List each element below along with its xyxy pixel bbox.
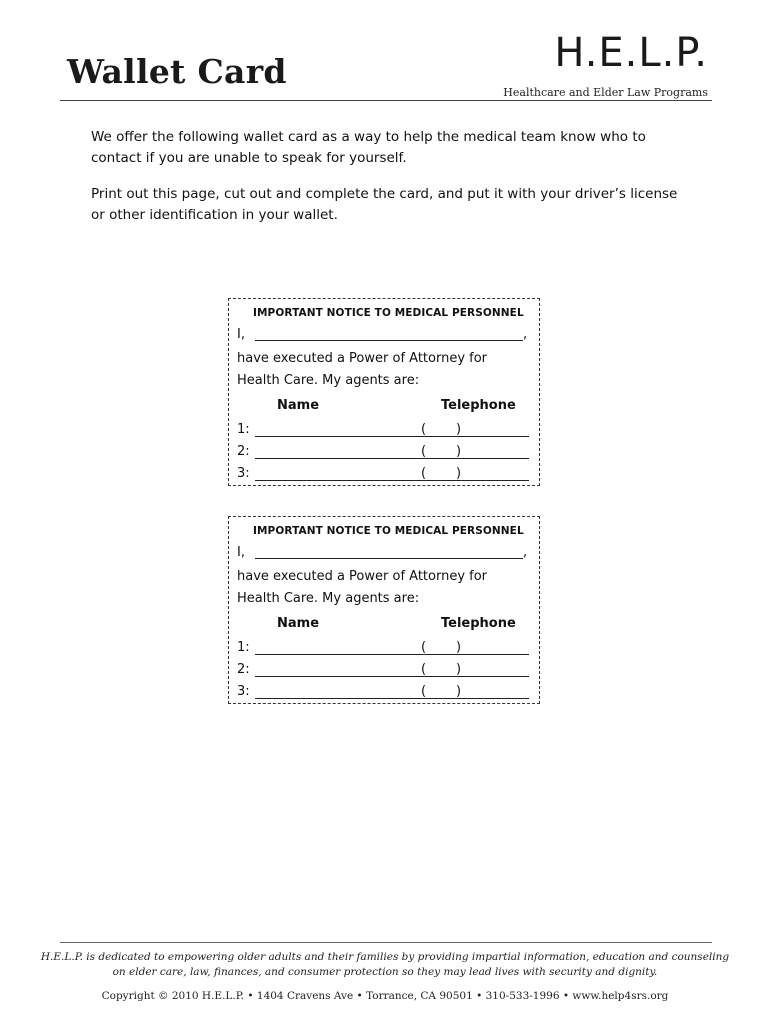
agent-name-blank[interactable] — [255, 436, 421, 437]
agent-name-blank[interactable] — [255, 480, 421, 481]
comma: , — [523, 545, 528, 560]
agent-name-blank[interactable] — [255, 654, 421, 655]
paren-close: ) — [456, 662, 462, 677]
card-declarant-line — [237, 545, 527, 561]
brand-logo: H.E.L.P. — [554, 30, 708, 76]
paren-close: ) — [456, 422, 462, 437]
telephone-column-header: Telephone — [441, 616, 516, 631]
wallet-card-1 — [228, 298, 540, 486]
agent-row-number: 3: — [237, 684, 250, 699]
paren-close: ) — [456, 684, 462, 699]
paren-close: ) — [456, 640, 462, 655]
paren-open: ( — [421, 662, 427, 677]
agent-row-number: 1: — [237, 640, 250, 655]
name-column-header: Name — [277, 616, 320, 631]
footer-copyright: Copyright © 2010 H.E.L.P. • 1404 Cravens Ave • Torrance, CA 90501 • 310-533-1996 • www.help4srs.org — [101, 990, 669, 1002]
card-statement: have executed a Power of Attorney for Health Care. My agents are: — [237, 351, 488, 388]
paren-close: ) — [456, 466, 462, 481]
wallet-card-2 — [228, 516, 540, 704]
paren-open: ( — [421, 466, 427, 481]
agent-row — [237, 466, 529, 484]
header-divider — [60, 100, 712, 101]
intro-paragraph-2: Print out this page, cut out and complete the card, and put it with your driver’s license or other identification in your wallet. — [91, 186, 678, 223]
declarant-name-blank[interactable] — [255, 558, 523, 559]
agent-row — [237, 640, 529, 658]
agent-row-number: 2: — [237, 662, 250, 677]
card-declarant-line — [237, 327, 527, 343]
declarant-label: I, — [237, 545, 245, 560]
agent-name-blank[interactable] — [255, 698, 421, 699]
paren-open: ( — [421, 684, 427, 699]
paren-close: ) — [456, 444, 462, 459]
agent-row-number: 3: — [237, 466, 250, 481]
agent-phone-blank[interactable] — [421, 698, 529, 699]
agent-phone-blank[interactable] — [421, 458, 529, 459]
card-heading: IMPORTANT NOTICE TO MEDICAL PERSONNEL — [253, 307, 524, 319]
brand-subtitle: Healthcare and Elder Law Programs — [503, 86, 708, 99]
agent-row — [237, 444, 529, 462]
agent-phone-blank[interactable] — [421, 480, 529, 481]
agent-phone-blank[interactable] — [421, 676, 529, 677]
card-statement: have executed a Power of Attorney for Health Care. My agents are: — [237, 569, 488, 606]
footer-mission-statement: H.E.L.P. is dedicated to empowering older adults and their families by providing impartial information, education and counseling on elder care, law, finances, and consumer protection so they may lead lives with security and dignity. — [40, 951, 730, 978]
agent-name-blank[interactable] — [255, 458, 421, 459]
footer-divider — [60, 942, 712, 943]
card-heading: IMPORTANT NOTICE TO MEDICAL PERSONNEL — [253, 525, 524, 537]
agent-name-blank[interactable] — [255, 676, 421, 677]
declarant-label: I, — [237, 327, 245, 342]
agent-row-number: 2: — [237, 444, 250, 459]
agent-phone-blank[interactable] — [421, 436, 529, 437]
paren-open: ( — [421, 444, 427, 459]
agent-row-number: 1: — [237, 422, 250, 437]
agent-row — [237, 684, 529, 702]
agent-phone-blank[interactable] — [421, 654, 529, 655]
paren-open: ( — [421, 640, 427, 655]
name-column-header: Name — [277, 398, 320, 413]
declarant-name-blank[interactable] — [255, 340, 523, 341]
paren-open: ( — [421, 422, 427, 437]
agent-row — [237, 422, 529, 440]
page-title: Wallet Card — [67, 52, 287, 91]
intro-paragraph-1: We offer the following wallet card as a way to help the medical team know who to contact if you are unable to speak for yourself. — [91, 129, 646, 166]
comma: , — [523, 327, 528, 342]
telephone-column-header: Telephone — [441, 398, 516, 413]
agent-row — [237, 662, 529, 680]
